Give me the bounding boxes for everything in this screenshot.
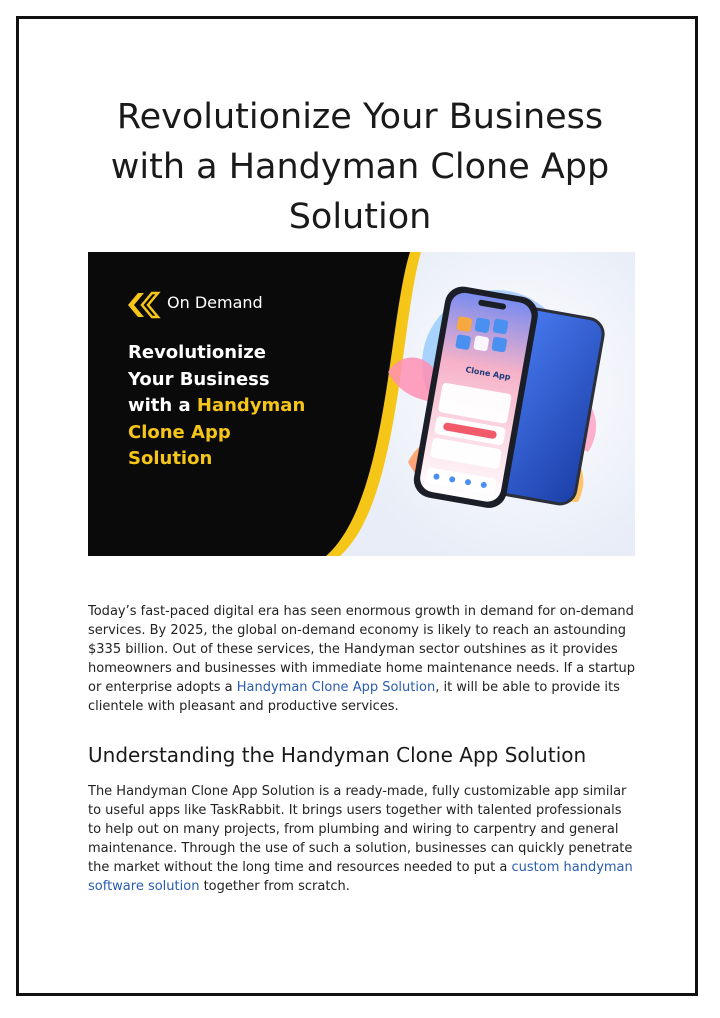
intro-text-2: , it will be able to provide its clientele with pleasant and productive services. (88, 680, 620, 714)
title-line-1: Revolutionize Your Business (116, 97, 604, 137)
title-line-3: Solution (288, 197, 432, 237)
banner-headline-yellow-1: Handyman (196, 395, 306, 416)
banner-headline-white-3: with a (128, 395, 197, 416)
banner-headline-yellow-2: Clone App (128, 421, 231, 443)
chevron-diamond-logo-icon (128, 293, 158, 317)
intro-text-1: Today’s fast-paced digital era has seen enormous growth in demand for on-demand services. By 2025, the global on-demand economy is likely to reach an astounding $335 billion. Out of these services, the Handyman sector outshines as it provides homeowners and businesses with immediate home maintenance needs. If a startup or enterprise adopts a (88, 604, 636, 695)
custom-handyman-software-link[interactable]: custom handyman software solution (88, 860, 633, 894)
banner-brand-name: On Demand (167, 293, 263, 312)
phone-screen-label: Clone App (464, 365, 512, 382)
banner-headline-yellow-3: Solution (128, 448, 213, 469)
section-text-1: The Handyman Clone App Solution is a ready-made, fully customizable app similar to useful apps like TaskRabbit. It brings users together with talented professionals to help out on many projects, from plumbing and wiring to carpentry and general maintenance. Through the use of such a solution, businesses can quickly penetrate the market without the long time and resources needed to put a (88, 784, 633, 875)
handyman-clone-app-link[interactable]: Handyman Clone App Solution (236, 680, 436, 695)
document-title (90, 92, 630, 242)
section-heading: Understanding the Handyman Clone App Solution (88, 743, 587, 767)
banner-headline-white-2: Your Business (128, 368, 270, 390)
banner-headline-white-1: Revolutionize (128, 342, 266, 363)
banner-headline (128, 340, 338, 473)
section-paragraph (88, 782, 638, 896)
section-text-2: together from scratch. (199, 879, 350, 894)
title-line-2: with a Handyman Clone App (110, 147, 610, 187)
intro-paragraph (88, 602, 638, 716)
